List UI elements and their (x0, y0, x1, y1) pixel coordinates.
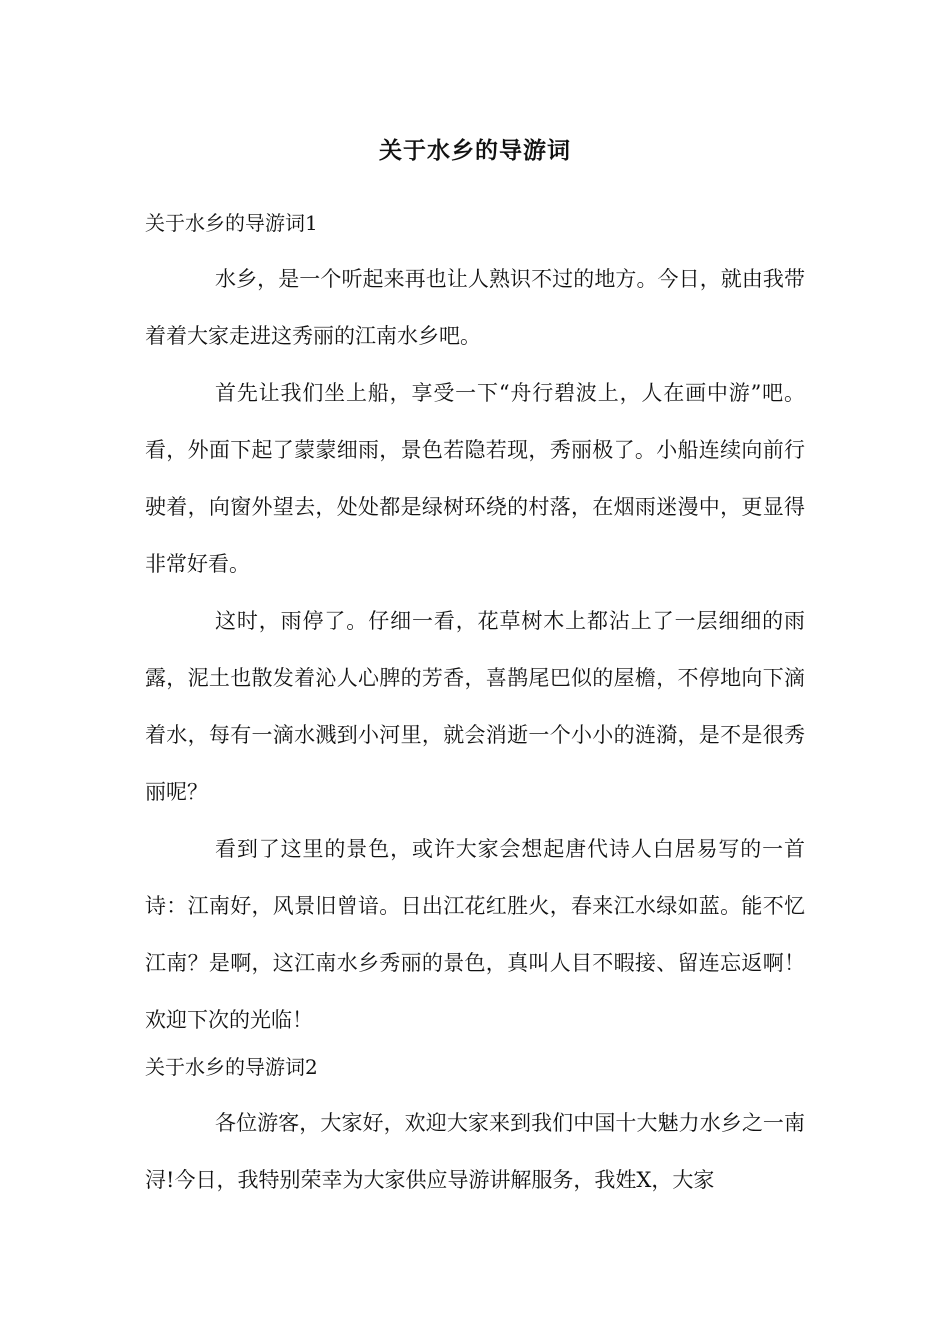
section-heading-2: 关于水乡的导游词2 (145, 1055, 318, 1079)
document-title: 关于水乡的导游词 (379, 138, 571, 164)
paragraph: 首先让我们坐上船，享受一下“舟行碧波上，人在画中游”吧。看，外面下起了蒙蒙细雨，景色若隐若现，秀丽极了。小船连续向前行驶着，向窗外望去，处处都是绿树环绕的村落，在烟雨迷漫中，更显得非常好看。 (145, 381, 805, 576)
document-body (145, 205, 805, 1209)
paragraph: 水乡，是一个听起来再也让人熟识不过的地方。今日，就由我带着着大家走进这秀丽的江南水乡吧。 (145, 267, 805, 348)
section-heading-1: 关于水乡的导游词1 (145, 211, 318, 235)
paragraph: 各位游客，大家好，欢迎大家来到我们中国十大魅力水乡之一南浔!今日，我特别荣幸为大家供应导游讲解服务，我姓X，大家 (145, 1111, 805, 1192)
paragraph: 这时，雨停了。仔细一看，花草树木上都沾上了一层细细的雨露，泥土也散发着沁人心脾的芳香，喜鹊尾巴似的屋檐，不停地向下滴着水，每有一滴水溅到小河里，就会消逝一个小小的涟漪，是不是很秀丽呢？ (145, 609, 805, 804)
paragraph: 看到了这里的景色，或许大家会想起唐代诗人白居易写的一首诗：江南好，风景旧曾谙。日出江花红胜火，春来江水绿如蓝。能不忆江南？是啊，这江南水乡秀丽的景色，真叫人目不暇接、留连忘返啊！欢迎下次的光临！ (145, 837, 805, 1032)
